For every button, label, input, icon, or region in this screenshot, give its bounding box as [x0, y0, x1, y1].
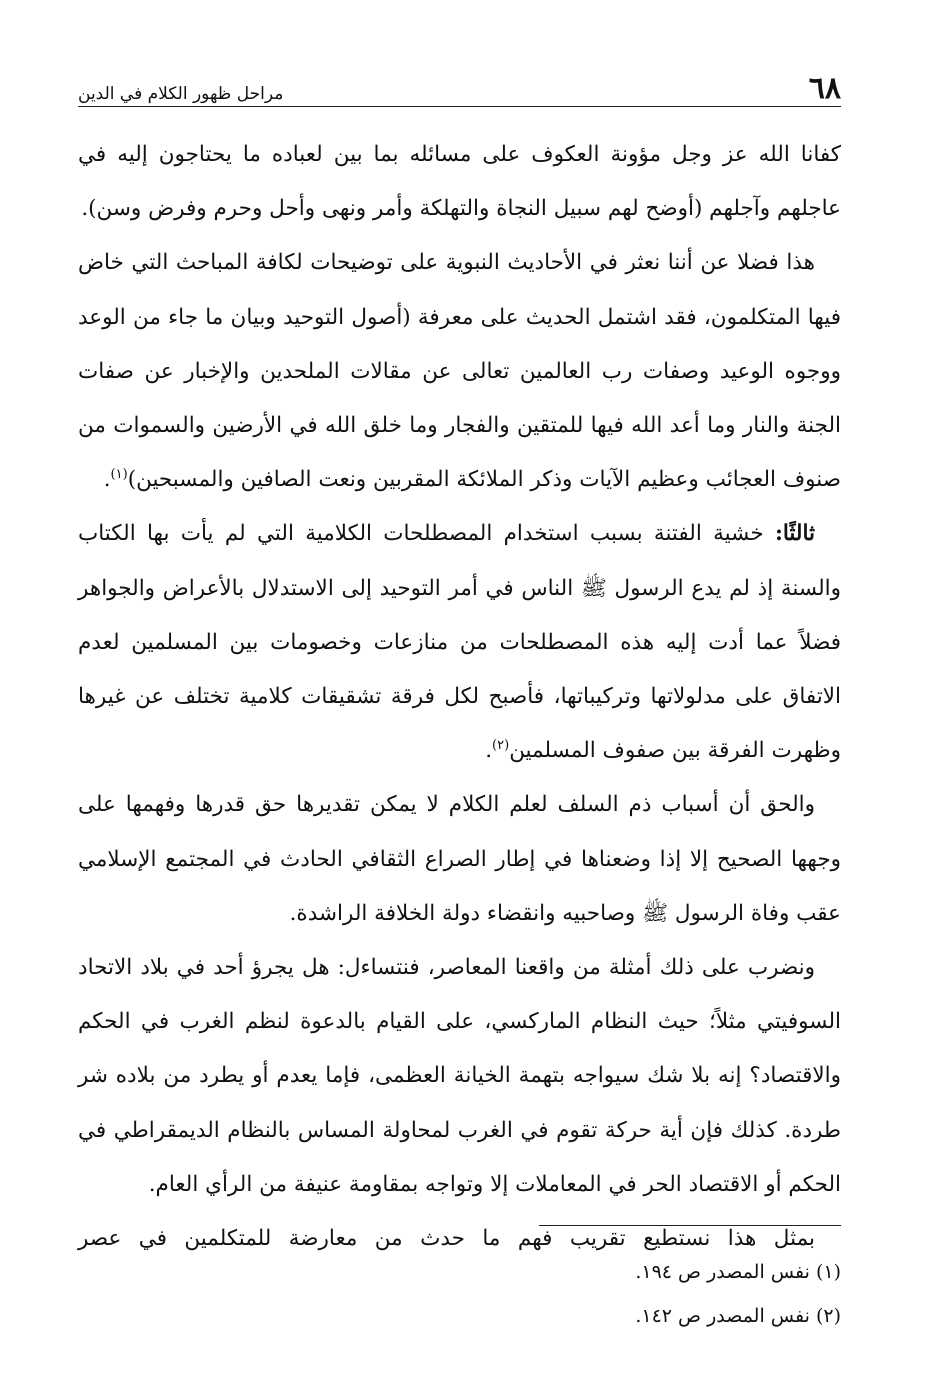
paragraph-1: كفانا الله عز وجل مؤونة العكوف على مسائله بما بين لعباده ما يحتاجون إليه في عاجلهم وآجلهم (أوضح لهم سبيل النجاة والتهلكة وأمر ونهى وأحل وحرم وفرض وسن).	[78, 142, 841, 222]
footnote-2: (٢) نفس المصدر ص ١٤٢.	[635, 1305, 841, 1327]
paragraph-2-text: هذا فضلا عن أننا نعثر في الأحاديث النبوية على توضيحات لكافة المباحث التي خاض فيها المتكلمون، فقد اشتمل الحديث على معرفة (أصول التوحيد وبيان ما جاء من الوعد ووجوه الوعيد وصفات رب العالمين تعالى عن مقالات الملحدين والإخبار عن صفات الجنة والنار وما أعد الله فيها للمتقين والفجار وما خلق الله في الأرضين والسموات من صنوف العجائب وعظيم الآيات وذكر الملائكة المقربين ونعت الصافين والمسبحين)	[78, 250, 841, 493]
header-rule	[78, 106, 841, 107]
footnotes	[78, 1250, 841, 1338]
paragraph-2-end: .	[103, 467, 111, 493]
paragraph-3-end: .	[485, 738, 493, 764]
page-header	[78, 70, 841, 104]
footnote-ref-1: (١)	[110, 467, 128, 483]
footnote-rule	[539, 1225, 841, 1226]
footnote-ref-2: (٢)	[492, 738, 510, 754]
paragraph-2	[78, 236, 841, 507]
page-number: ٦٨	[808, 71, 841, 106]
paragraph-3	[78, 507, 841, 778]
body-text	[78, 128, 841, 1266]
paragraph-3-lead: ثالثًا:	[774, 521, 815, 547]
footnote-1: (١) نفس المصدر ص ١٩٤.	[635, 1261, 841, 1283]
paragraph-5: ونضرب على ذلك أمثلة من واقعنا المعاصر، فنتساءل: هل يجرؤ أحد في بلاد الاتحاد السوفيتي مثلاً؛ حيث النظام الماركسي، على القيام بالدعوة لنظم الغرب في الحكم والاقتصاد؟ إنه بلا شك سيواجه بتهمة الخيانة العظمى، فإما يعدم أو يطرد من بلاده شر طردة. كذلك فإن أية حركة تقوم في الغرب لمحاولة المساس بالنظام الديمقراطي في الحكم أو الاقتصاد الحر في المعاملات إلا وتواجه بمقاومة عنيفة من الرأي العام.	[78, 955, 841, 1197]
paragraph-4: والحق أن أسباب ذم السلف لعلم الكلام لا يمكن تقديرها حق قدرها وفهمها على وجهها الصحيح إلا إذا وضعناها في إطار الصراع الثقافي الحادث في المجتمع الإسلامي عقب وفاة الرسول ﷺ وصاحبيه وانقضاء دولة الخلافة الراشدة.	[78, 792, 841, 926]
running-title: مراحل ظهور الكلام في الدين	[78, 84, 284, 104]
paragraph-6: بمثل هذا نستطيع تقريب فهم ما حدث من معارضة للمتكلمين في عصر	[78, 1226, 815, 1252]
paragraph-3-text: خشية الفتنة بسبب استخدام المصطلحات الكلامية التي لم يأت بها الكتاب والسنة إذ لم يدع الرسول ﷺ الناس في أمر التوحيد إلى الاستدلال بالأعراض والجواهر فضلاً عما أدت إليه هذه المصطلحات من منازعات وخصومات بين المسلمين لعدم الاتفاق على مدلولاتها وتركيباتها، فأصبح لكل فرقة تشقيقات كلامية تختلف عن غيرها وظهرت الفرقة بين صفوف المسلمين	[78, 521, 841, 764]
